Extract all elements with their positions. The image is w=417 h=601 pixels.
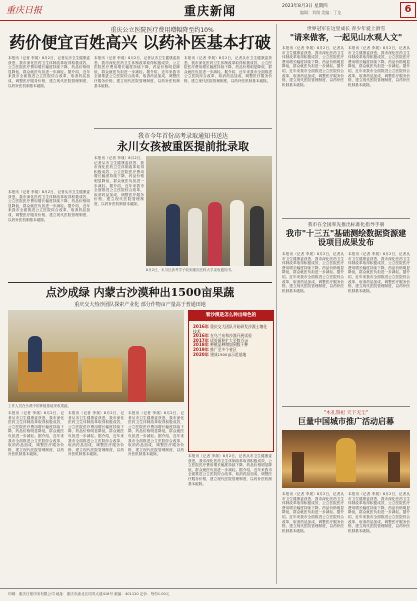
- timeline-item: 2018年 种植品种增加到数十种: [193, 342, 249, 348]
- article-body: 本报讯（记者 李晟）8月2日，记者从市卫生健康委获悉，我市深化医药卫生体制改革取得积极成效，公立医院医疗费用增长幅度持续下降，药品价格明显降低，群众就医负担进一步减轻。据介绍，近年来我市全面推进公立医院综合改革，取消药品加成，调整医疗服务价格，建立现代医院管理制度，以药补医机制基本破除。: [68, 411, 124, 457]
- article-body: 本报讯（记者 李晟）8月2日，记者从市卫生健康委获悉，我市深化医药卫生体制改革取得积极成效，公立医院医疗费用增长幅度持续下降，药品价格明显降低，群众就医负担进一步减轻。据介绍，近年来我市全面推进公立医院综合改革，取消药品加成，调整医疗服务价格，建立现代医院管理制度，以药补医机制基本破除。: [184, 56, 272, 83]
- footer-text: 印刷：重庆日报印务有限公司 地址：重庆市渝北区同茂大道416号 邮编：401120 定价：每份1.00元: [8, 592, 170, 596]
- timeline-item: 2016年 重庆交大团队开始研发沙漠土壤化技术: [193, 324, 268, 334]
- article-kicker: 我市在全国率先推出标准化指导手册: [307, 223, 385, 228]
- editor-credit: 编辑：刘翔 美编：丁龙: [300, 10, 342, 15]
- article-body: 本报讯（记者 李晟）8月2日，记者从市卫生健康委获悉，我市深化医药卫生体制改革取得积极成效，公立医院医疗费用增长幅度持续下降，药品价格明显降低，群众就医负担进一步减轻。据介绍，近年来我市全面推进公立医院综合改革，取消药品加成，调整医疗服务价格，建立现代医院管理制度，以药补医机制基本破除。: [8, 56, 90, 88]
- timeline-list: [193, 325, 269, 357]
- page-number: 6: [400, 2, 416, 18]
- masthead: [0, 0, 417, 21]
- article-body: 本报讯（记者 李晟）8月2日，记者从市卫生健康委获悉，我市深化医药卫生体制改革取得积极成效，公立医院医疗费用增长幅度持续下降，药品价格明显降低，群众就医负担进一步减轻。据介绍，近年来我市全面推进公立医院综合改革，取消药品加成，调整医疗服务价格，建立现代医院管理制度，以药补医机制基本破除。: [282, 46, 344, 87]
- timeline-title: 看沙漠是怎么种出绿色的: [189, 311, 273, 321]
- timeline-box: [188, 310, 274, 452]
- photo-caption: 8月2日，永川区高考学子收到重庆医科大学录取通知书。: [146, 268, 235, 272]
- harvest-photo: [8, 310, 184, 402]
- article-body: 本报讯（记者 李晟）8月2日，记者从市卫生健康委获悉，我市深化医药卫生体制改革取得积极成效，公立医院医疗费用增长幅度持续下降，药品价格明显降低，群众就医负担进一步减轻。据介绍，近年来我市全面推进公立医院综合改革，取消药品加成，调整医疗服务价格，建立现代医院管理制度，以药补医机制基本破除。: [8, 190, 90, 222]
- article-headline: 永川女孩被重医提前批录取: [117, 140, 249, 153]
- article-body: 本报讯（记者 李晟）8月2日，记者从市卫生健康委获悉，我市深化医药卫生体制改革取得积极成效，公立医院医疗费用增长幅度持续下降，药品价格明显降低，群众就医负担进一步减轻。据介绍，近年来我市全面推进公立医院综合改革，取消药品加成，调整医疗服务价格，建立现代医院管理制度，以药补医机制基本破除。: [282, 492, 344, 533]
- issue-date: 2023年8月3日 星期四: [282, 4, 328, 9]
- article-kicker: "木孔祭祀 天下无尘": [323, 411, 369, 416]
- divider: [94, 128, 272, 129]
- article-subhead: 重庆交大热沙团队探索产业化 部分作物亩产量高于普通田地: [74, 302, 206, 308]
- timeline-item: 2019年 推广至多个省区: [193, 346, 237, 352]
- divider: [8, 282, 272, 283]
- divider: [282, 218, 410, 219]
- newspaper-logo: 重庆日报: [6, 6, 43, 16]
- timeline-item: 2016年 在乌兰布和沙漠开展试验: [193, 333, 252, 339]
- article-headline: 巨量中国城市推广活动启幕: [298, 416, 394, 426]
- article-body: 本报讯（记者 李晟）8月2日，记者从市卫生健康委获悉，我市深化医药卫生体制改革取得积极成效，公立医院医疗费用增长幅度持续下降，药品价格明显降低，群众就医负担进一步减轻。据介绍，近年来我市全面推进公立医院综合改革，取消药品加成，调整医疗服务价格，建立现代医院管理制度，以药补医机制基本破除。: [94, 56, 180, 88]
- article-body: 本报讯（记者 李晟）8月2日，记者从市卫生健康委获悉，我市深化医药卫生体制改革取得积极成效，公立医院医疗费用增长幅度持续下降，药品价格明显降低，群众就医负担进一步减轻。据介绍，近年来我市全面推进公立医院综合改革，取消药品加成，调整医疗服务价格，建立现代医院管理制度，以药补医机制基本破除。: [282, 252, 344, 293]
- timeline-item: 2017年 试验面积扩大至数百亩: [193, 337, 249, 343]
- article-body: 本报讯（记者 李晟）8月2日，记者从市卫生健康委获悉，我市深化医药卫生体制改革取得积极成效，公立医院医疗费用增长幅度持续下降，药品价格明显降低，群众就医负担进一步减轻。据介绍，近年来我市全面推进公立医院综合改革，取消药品加成，调整医疗服务价格，建立现代医院管理制度，以药补医机制基本破除。: [94, 156, 144, 206]
- article-headline: 我市"十三五"基础测绘数据资源建设项目成果发布: [285, 228, 407, 247]
- graduation-photo: [146, 156, 272, 266]
- photo-caption: 工作人员在沙漠中的种植基地采收果蔬。: [8, 404, 71, 408]
- article-body: 本报讯（记者 李晟）8月2日，记者从市卫生健康委获悉，我市深化医药卫生体制改革取得积极成效，公立医院医疗费用增长幅度持续下降，药品价格明显降低，群众就医负担进一步减轻。据介绍，近年来我市全面推进公立医院综合改革，取消药品加成，调整医疗服务价格，建立现代医院管理制度，以药补医机制基本破除。: [348, 46, 410, 87]
- article-kicker: 重庆公立医院医疗费用增幅降至约10%: [110, 27, 214, 34]
- divider: [282, 406, 410, 407]
- article-kicker: 世界冠军在这里成长 青少年爱上滑雪: [306, 27, 386, 32]
- article-headline: "请来做客，一起见山水观人文": [289, 32, 403, 42]
- column-divider: [276, 24, 277, 584]
- section-title: 重庆新闻: [183, 4, 236, 18]
- article-body: 本报讯（记者 李晟）8月2日，记者从市卫生健康委获悉，我市深化医药卫生体制改革取得积极成效，公立医院医疗费用增长幅度持续下降，药品价格明显降低，群众就医负担进一步减轻。据介绍，近年来我市全面推进公立医院综合改革，取消药品加成，调整医疗服务价格，建立现代医院管理制度，以药补医机制基本破除。: [128, 411, 184, 457]
- article-body: 本报讯（记者 李晟）8月2日，记者从市卫生健康委获悉，我市深化医药卫生体制改革取得积极成效，公立医院医疗费用增长幅度持续下降，药品价格明显降低，群众就医负担进一步减轻。据介绍，近年来我市全面推进公立医院综合改革，取消药品加成，调整医疗服务价格，建立现代医院管理制度，以药补医机制基本破除。: [188, 454, 272, 486]
- timeline-item: 2020年 建成1500亩示范基地: [193, 351, 247, 357]
- article-kicker: 我市今年首份高考录取通知书送达: [137, 133, 228, 140]
- page-footer: [0, 588, 417, 601]
- article-body: 本报讯（记者 李晟）8月2日，记者从市卫生健康委获悉，我市深化医药卫生体制改革取得积极成效，公立医院医疗费用增长幅度持续下降，药品价格明显降低，群众就医负担进一步减轻。据介绍，近年来我市全面推进公立医院综合改革，取消药品加成，调整医疗服务价格，建立现代医院管理制度，以药补医机制基本破除。: [348, 492, 410, 533]
- article-headline: 药价便宜百姓高兴 以药补医基本打破: [9, 33, 271, 52]
- article-body: 本报讯（记者 李晟）8月2日，记者从市卫生健康委获悉，我市深化医药卫生体制改革取得积极成效，公立医院医疗费用增长幅度持续下降，药品价格明显降低，群众就医负担进一步减轻。据介绍，近年来我市全面推进公立医院综合改革，取消药品加成，调整医疗服务价格，建立现代医院管理制度，以药补医机制基本破除。: [348, 252, 410, 293]
- article-body: 本报讯（记者 李晟）8月2日，记者从市卫生健康委获悉，我市深化医药卫生体制改革取得积极成效，公立医院医疗费用增长幅度持续下降，药品价格明显降低，群众就医负担进一步减轻。据介绍，近年来我市全面推进公立医院综合改革，取消药品加成，调整医疗服务价格，建立现代医院管理制度，以药补医机制基本破除。: [8, 411, 64, 457]
- temple-photo: [282, 430, 410, 488]
- article-headline: 点沙成绿 内蒙古沙漠种出1500亩果蔬: [45, 286, 235, 299]
